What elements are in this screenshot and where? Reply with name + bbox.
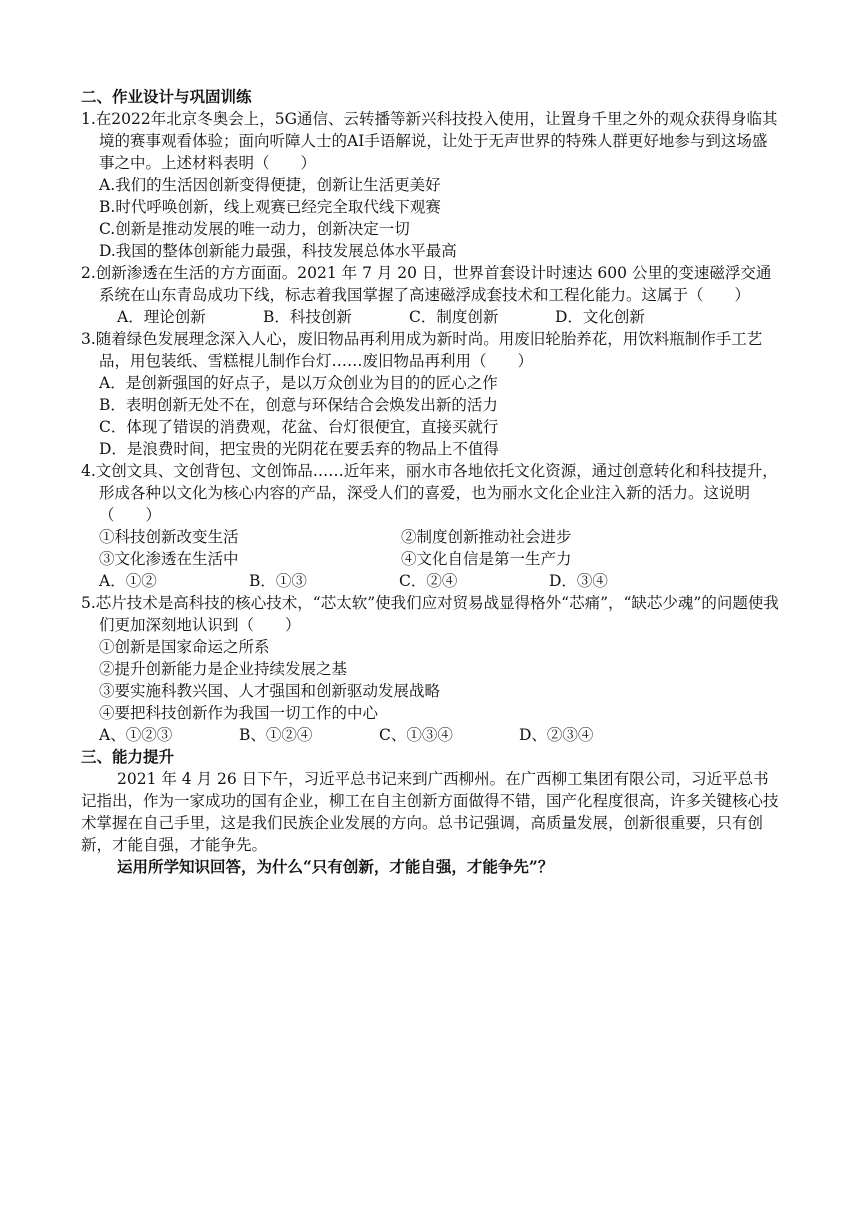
question-4-option-d: D．③④: [549, 572, 608, 590]
question-2-option-d: D．文化创新: [555, 308, 645, 326]
question-5-stem: 5.芯片技术是高科技的核心技术，“芯太软”使我们应对贸易战显得格外“芯痛”，“缺芯少魂”的问题使我们更加深刻地认识到（ ）: [81, 594, 779, 634]
question-3-option-c: C．体现了错误的消费观，花盆、台灯很便宜，直接买就行: [99, 418, 499, 436]
question-1-option-b: B.时代呼唤创新，线上观赛已经完全取代线下观赛: [99, 198, 441, 216]
question-4-option-c: C．②④: [399, 572, 458, 590]
question-2-stem: 2.创新渗透在生活的方方面面。2021 年 7 月 20 日，世界首套设计时速达 600 公里的变速磁浮交通系统在山东青岛成功下线，标志着我国掌握了高速磁浮成套技术和工程化能力。这属于（ ）: [81, 264, 772, 304]
question-4-item-3: ③文化渗透在生活中: [99, 550, 239, 568]
question-3-stem: 3.随着绿色发展理念深入人心，废旧物品再利用成为新时尚。用废旧轮胎养花，用饮料瓶制作手工艺品，用包装纸、雪糕棍儿制作台灯……废旧物品再利用（ ）: [81, 330, 763, 370]
question-4-options: [81, 570, 781, 592]
question-4-item-4: ④文化自信是第一生产力: [401, 550, 572, 568]
question-4-items-row-1: [81, 526, 781, 548]
question-5-item-4: ④要把科技创新作为我国一切工作的中心: [99, 704, 379, 722]
question-4-item-2: ②制度创新推动社会进步: [401, 528, 572, 546]
section-3-question: 运用所学知识回答，为什么“只有创新，才能自强，才能争先”？: [117, 857, 554, 876]
question-4-stem: 4.文创文具、文创背包、文创饰品……近年来，丽水市各地依托文化资源，通过创意转化和科技提升，形成各种以文化为核心内容的产品，深受人们的喜爱，也为丽水文化企业注入新的活力。这说明（ ）: [81, 462, 778, 524]
question-5-option-a: A、①②③: [99, 726, 173, 744]
question-2-options: [81, 306, 781, 328]
question-3-option-d: D．是浪费时间，把宝贵的光阴花在要丢弃的物品上不值得: [99, 440, 499, 458]
question-5-item-2: ②提升创新能力是企业持续发展之基: [99, 660, 348, 678]
question-5-options: [81, 724, 781, 746]
question-5-option-b: B、①②④: [239, 726, 313, 744]
question-5-item-1: ①创新是国家命运之所系: [99, 638, 270, 656]
question-4-option-a: A．①②: [99, 572, 157, 590]
question-3-option-b: B．表明创新无处不在，创意与环保结合会焕发出新的活力: [99, 396, 498, 414]
question-2-option-c: C．制度创新: [409, 308, 499, 326]
question-5-option-c: C、①③④: [379, 726, 453, 744]
question-5-item-3: ③要实施科教兴国、人才强国和创新驱动发展战略: [99, 682, 441, 700]
section-3-paragraph: 2021 年 4 月 26 日下午，习近平总书记来到广西柳州。在广西柳工集团有限公司，习近平总书记指出，作为一家成功的国有企业，柳工在自主创新方面做得不错，国产化程度很高，许多关键核心技术掌握在自己手里，这是我们民族企业发展的方向。总书记强调，高质量发展，创新很重要，只有创新，才能自强，才能争先。: [81, 770, 779, 854]
question-1-option-d: D.我国的整体创新能力最强，科技发展总体水平最高: [99, 242, 457, 260]
question-5-option-d: D、②③④: [519, 726, 594, 744]
question-3-option-a: A．是创新强国的好点子，是以万众创业为目的的匠心之作: [99, 374, 498, 392]
question-4-option-b: B．①③: [249, 572, 307, 590]
section-2-heading: 二、作业设计与巩固训练: [81, 87, 252, 106]
question-2-option-a: A．理论创新: [117, 308, 206, 326]
question-4-items-row-2: [81, 548, 781, 570]
document-content: [81, 86, 781, 878]
question-2-option-b: B．科技创新: [263, 308, 352, 326]
question-1-option-c: C.创新是推动发展的唯一动力，创新决定一切: [99, 220, 410, 238]
section-3-heading: 三、能力提升: [81, 747, 175, 766]
question-4-item-1: ①科技创新改变生活: [99, 528, 239, 546]
question-1-option-a: A.我们的生活因创新变得便捷，创新让生活更美好: [99, 176, 441, 194]
question-1-stem: 1.在2022年北京冬奥会上，5G通信、云转播等新兴科技投入使用，让置身千里之外的观众获得身临其境的赛事观看体验；面向听障人士的AI手语解说，让处于无声世界的特殊人群更好地参与到这场盛事之中。上述材料表明（ ）: [81, 110, 778, 172]
